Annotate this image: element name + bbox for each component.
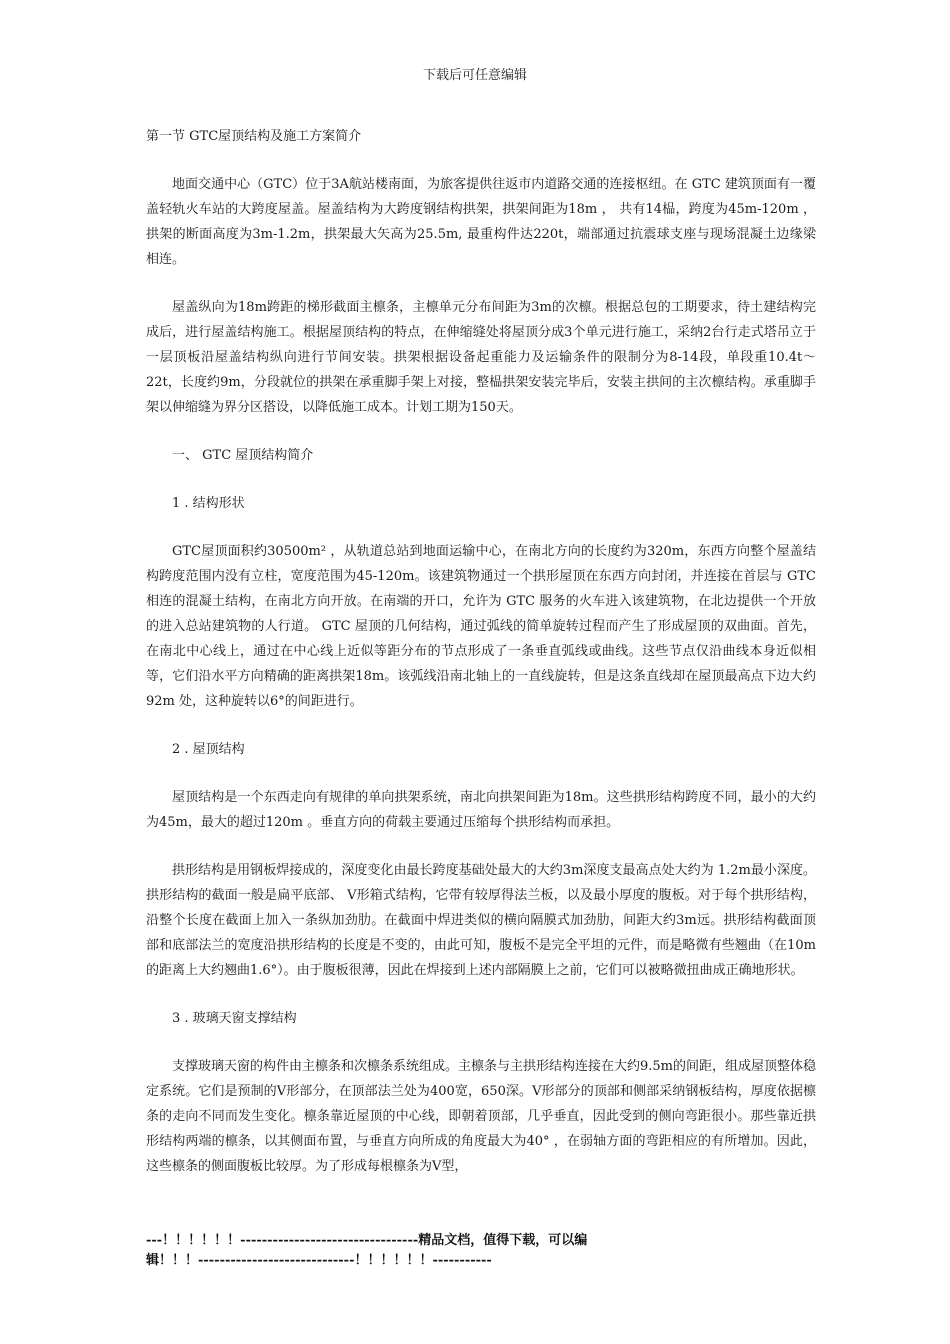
page-footer: ---！！！！！！---------------------------------精品文档，值得下载，可以编辑！！！-----------------------------！！！！！！----------- — [146, 1233, 588, 1268]
paragraph-arch-system: 屋顶结构是一个东西走向有规律的单向拱架系统，南北向拱架间距为18m。这些拱形结构跨度不同，最小的大约为45m，最大的超过120m 。垂直方向的荷载主要通过压缩每个拱形结构而承担。 — [146, 790, 816, 830]
paragraph-shape: GTC屋顶面积约30500m² ，从轨道总站到地面运输中心，在南北方向的长度约为320m，东西方向整个屋盖结构跨度范围内没有立柱，宽度范围为45-120m。该建筑物通过一个拱形屋顶在东西方向封闭，并连接在首层与 GTC 相连的混凝土结构，在南北方向开放。在南端的开口，允许为 GTC 服务的火车进入该建筑物，在北边提供一个开放的进入总站建筑物的人行道。 GTC 屋顶的几何结构，通过弧线的简单旋转过程而产生了形成屋顶的双曲面。首先，在南北中心线上，通过在中心线上近似等距分布的节点形成了一条垂直弧线或曲线。这些节点仅沿曲线本身近似相等，它们沿水平方向精确的距离拱架18m。该弧线沿南北轴上的一直线旋转，但是这条直线却在屋顶最高点下边大约92m 处，这种旋转以6°的间距进行。 — [146, 544, 816, 709]
paragraph-arch-detail: 拱形结构是用钢板焊接成的，深度变化由最长跨度基础处最大的大约3m深度支最高点处大约为 1.2m最小深度。拱形结构的截面一般是扁平底部、 V形箱式结构，它带有较厚得法兰板，以及最小厚度的腹板。对于每个拱形结构，沿整个长度在截面上加入一条纵加劲肋。在截面中焊进类似的横向隔膜式加劲肋，间距大约3m远。拱形结构截面顶部和底部法兰的宽度沿拱形结构的长度是不变的，由此可知，腹板不是完全平坦的元件，而是略微有些翘曲（在10m的距离上大约翘曲1.6°）。由于腹板很薄，因此在焊接到上述内部隔膜上之前，它们可以被略微扭曲成正确地形状。 — [146, 863, 816, 978]
heading-roof-structure: 2 . 屋顶结构 — [172, 742, 245, 757]
heading-structure-intro: 一、 GTC 屋顶结构简介 — [172, 448, 314, 463]
heading-skylight-support: 3 . 玻璃天窗支撑结构 — [172, 1011, 297, 1026]
heading-structure-shape: 1 . 结构形状 — [172, 496, 245, 511]
paragraph-intro: 地面交通中心（GTC）位于3A航站楼南面，为旅客提供往返市内道路交通的连接枢纽。在 GTC 建筑顶面有一覆盖轻轨火车站的大跨度屋盖。屋盖结构为大跨度钢结构拱架，拱架间距为18m ， 共有14榀，跨度为45m-120m ，拱架的断面高度为3m-1.2m，拱架最大矢高为25.5m, 最重构件达220t，端部通过抗震球支座与现场混凝土边缘梁相连。 — [146, 177, 816, 267]
paragraph-skylight: 支撑玻璃天窗的构件由主檩条和次檩条系统组成。主檩条与主拱形结构连接在大约9.5m的间距，组成屋顶整体稳定系统。它们是预制的V形部分，在顶部法兰处为400宽，650深。V形部分的顶部和侧部采纳钢板结构，厚度依据檩条的走向不同而发生变化。檩条靠近屋顶的中心线，即朝着顶部，几乎垂直，因此受到的侧向弯距很小。那些靠近拱形结构两端的檩条，以其侧面布置，与垂直方向所成的角度最大为40° ，在弱轴方面的弯距相应的有所增加。因此，这些檩条的侧面腹板比较厚。为了形成每根檩条为V型， — [146, 1059, 817, 1174]
page-header: 下载后可任意编辑 — [422, 68, 527, 83]
document-body — [146, 124, 816, 1202]
section-title: 第一节 GTC屋顶结构及施工方案简介 — [146, 129, 362, 144]
paragraph-construction: 屋盖纵向为18m跨距的梯形截面主檩条，主檩单元分布间距为3m的次檩。根据总包的工期要求，待土建结构完成后，进行屋盖结构施工。根据屋顶结构的特点，在伸缩缝处将屋顶分成3个单元进行施工，采纳2台行走式塔吊立于一层顶板沿屋盖结构纵向进行节间安装。拱架根据设备起重能力及运输条件的限制分为8-14段，单段重10.4t～22t，长度约9m，分段就位的拱架在承重脚手架上对接，整榀拱架安装完毕后，安装主拱间的主次檩结构。承重脚手架以伸缩缝为界分区搭设，以降低施工成本。计划工期为150天。 — [146, 300, 816, 415]
